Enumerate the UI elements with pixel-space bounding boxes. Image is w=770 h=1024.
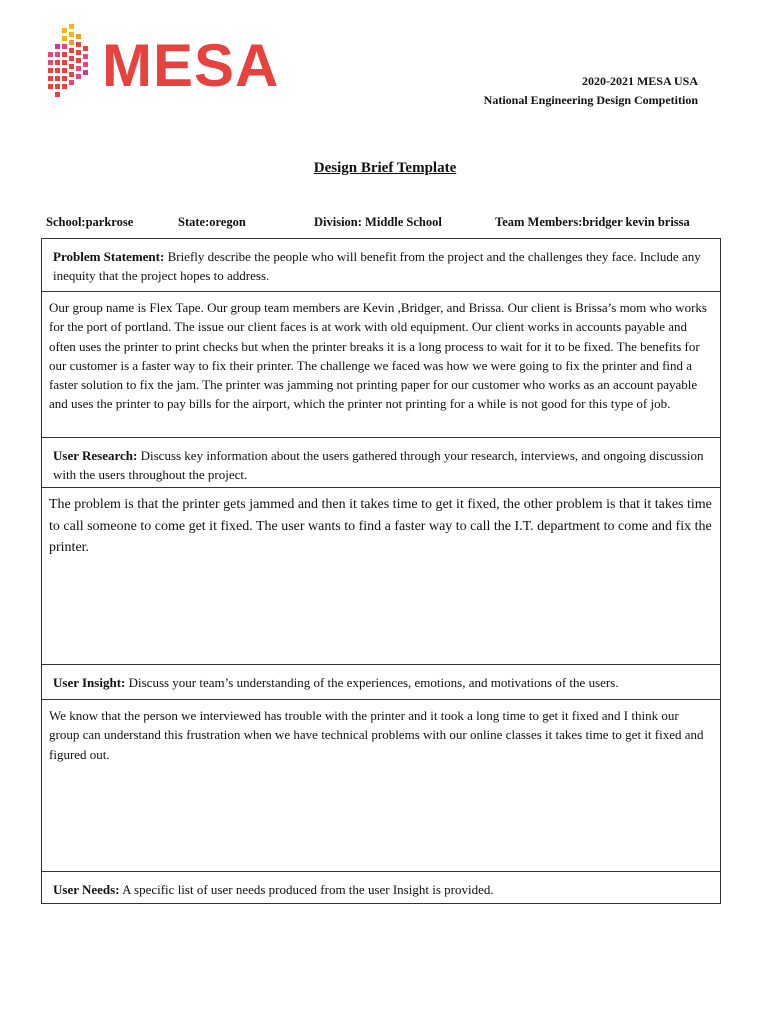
user-research-instructions: Discuss key information about the users gathered through your research, interviews, and ongoing discussion with the users throughout the project. <box>53 448 704 482</box>
user-insight-text: We know that the person we interviewed has trouble with the printer and it took a long time to get it fixed and I think our group can understand this frustration when we have technical problems with our online classes it takes time to get it fixed and figured out. <box>49 708 704 762</box>
user-research-text: The problem is that the printer gets jammed and then it takes time to get it fixed, the other problem is that it takes time to call someone to come get it fixed. The user wants to find a faster way to call the I.T. department to come and fix the printer. <box>49 497 712 555</box>
logo-wordmark: MESA <box>102 32 280 99</box>
competition-name: National Engineering Design Competition <box>483 93 698 107</box>
competition-header <box>484 72 698 110</box>
page-title: Design Brief Template <box>313 160 457 176</box>
user-research-label: User Research: <box>53 448 138 463</box>
school-field: School:parkrose <box>46 215 134 229</box>
design-brief-table <box>41 238 721 904</box>
problem-statement-instructions: Briefly describe the people who will benefit from the project and the challenges they face. Include any inequity that the project hopes to address. <box>53 249 701 283</box>
competition-year: 2020-2021 MESA USA <box>581 74 698 88</box>
problem-statement-answer <box>42 291 720 437</box>
user-needs-label: User Needs: <box>53 882 120 897</box>
logo-mark-icon <box>44 22 104 102</box>
problem-statement-label: Problem Statement: <box>53 249 165 264</box>
user-needs-instructions: A specific list of user needs produced from the user Insight is provided. <box>119 882 494 897</box>
user-insight-answer <box>42 699 720 871</box>
user-research-prompt <box>42 437 720 487</box>
user-insight-instructions: Discuss your team’s understanding of the experiences, emotions, and motivations of the users. <box>125 675 619 690</box>
team-members-field: Team Members:bridger kevin brissa <box>495 215 690 229</box>
mesa-logo <box>44 22 284 102</box>
user-research-answer <box>42 487 720 664</box>
problem-statement-prompt <box>42 239 720 291</box>
user-insight-label: User Insight: <box>53 675 126 690</box>
state-field: State:oregon <box>178 215 246 229</box>
user-insight-prompt <box>42 664 720 699</box>
problem-statement-text: Our group name is Flex Tape. Our group team members are Kevin ,Bridger, and Brissa. Our client is Brissa’s mom who works for the port of portland. The issue our client faces is at work with old equipment. Our client works in accounts payable and often uses the printer to print checks but when the printer breaks it is a long process to wait for it to be fixed. The benefits for our customer is a faster way to fix their printer. The challenge we faced was how we were going to fix the printer and find a faster solution to fix the jam. The printer was jamming not printing paper for our customer who works as an account payable and uses the printer to pay bills for the airport, which the printer not printing for a while is not good for this type of job. <box>49 300 707 412</box>
user-needs-prompt <box>42 871 720 903</box>
division-field: Division: Middle School <box>314 215 442 229</box>
